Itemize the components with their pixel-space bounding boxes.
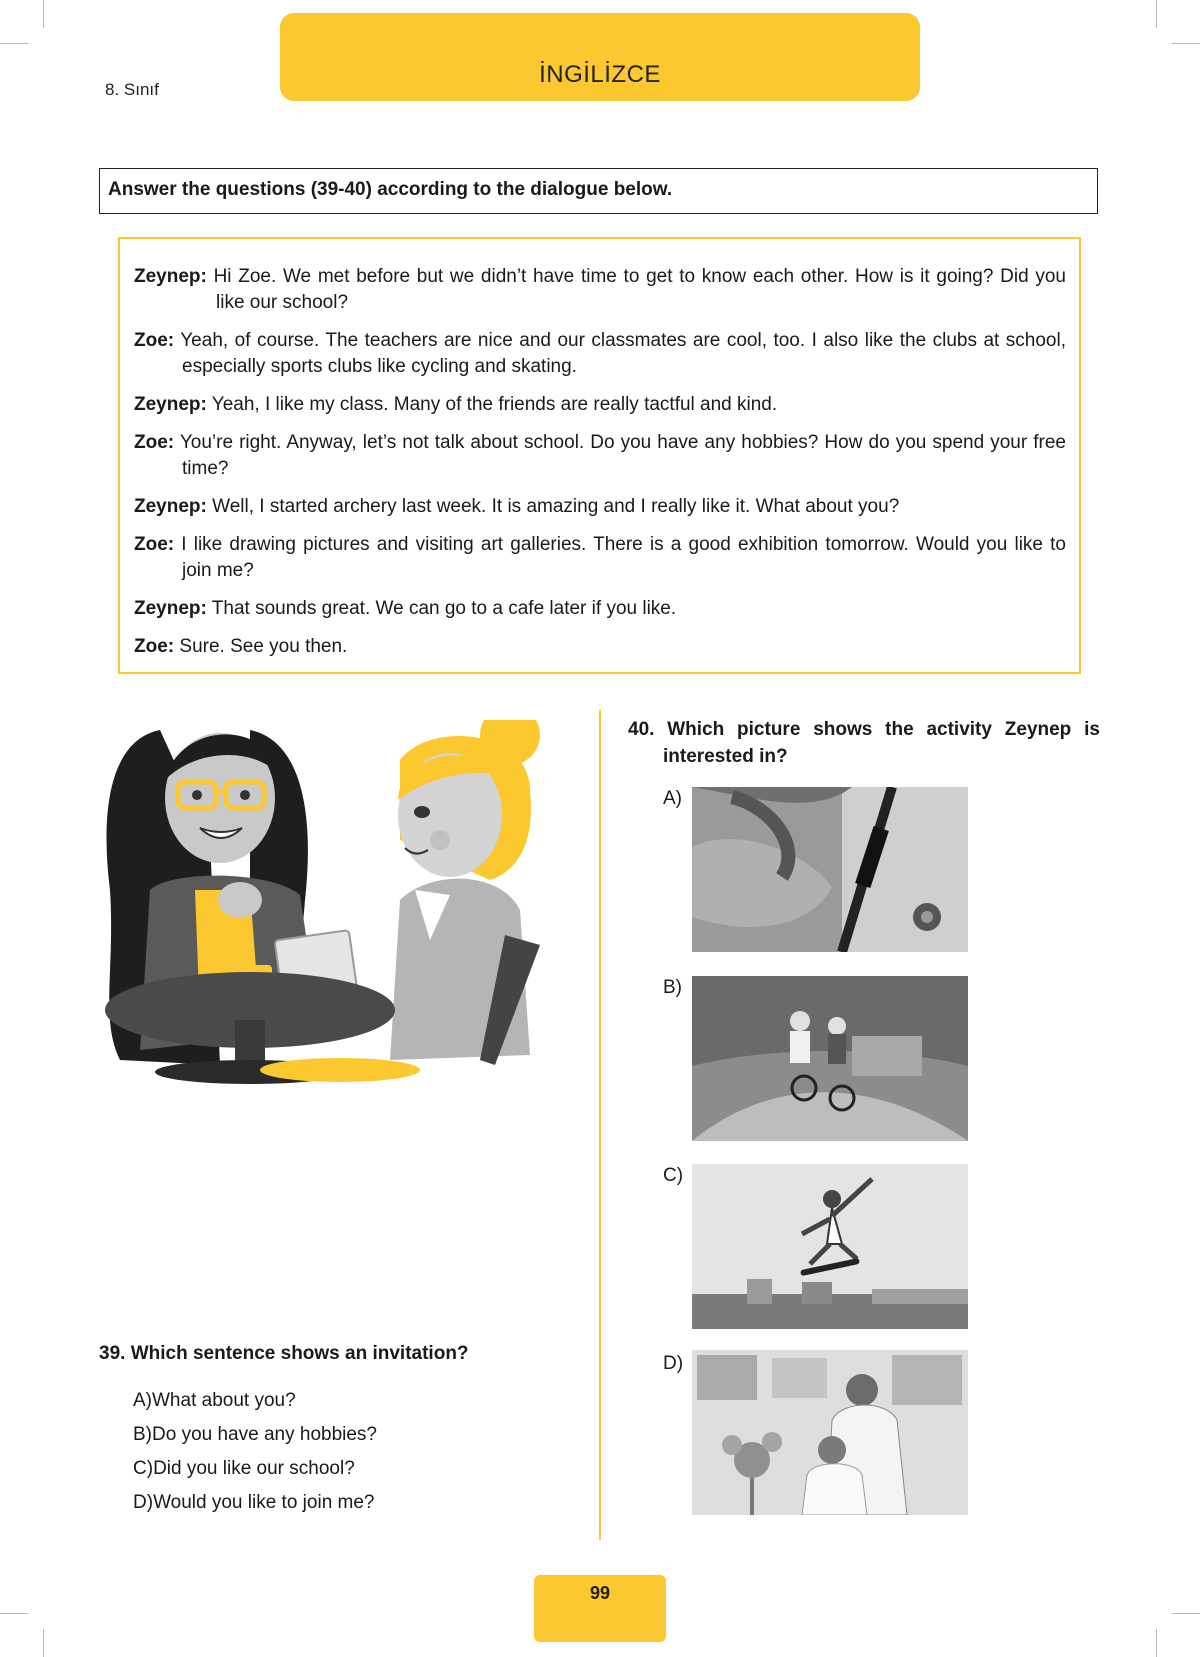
archery-photo[interactable] xyxy=(692,787,968,952)
crop-mark xyxy=(1172,43,1200,44)
dialogue-line xyxy=(133,430,1066,482)
q40-word: the xyxy=(885,719,914,740)
painting-photo[interactable] xyxy=(692,1350,968,1515)
q40-word: Zeynep xyxy=(1004,719,1072,740)
q40-number: 40. xyxy=(628,719,655,740)
q39-option-a[interactable] xyxy=(133,1390,377,1424)
q40-word: activity xyxy=(926,719,992,740)
line-text: Yeah, I like my class. Many of the friends are really tactful and kind. xyxy=(211,394,778,415)
q39-number: 39. xyxy=(99,1343,126,1364)
q40-option-b-label[interactable]: B) xyxy=(663,977,682,998)
option-letter: A) xyxy=(133,1390,152,1411)
dialogue-line xyxy=(133,264,1066,316)
speaker: Zeynep: xyxy=(134,598,207,619)
q40-word: Which xyxy=(667,719,725,740)
q40-word: is xyxy=(1084,719,1100,740)
q39-option-d[interactable] xyxy=(133,1492,377,1526)
line-text: Sure. See you then. xyxy=(179,636,348,657)
dialogue-line xyxy=(133,328,1066,380)
q40-option-c-label[interactable]: C) xyxy=(663,1165,684,1186)
dialogue-line xyxy=(133,596,1066,622)
speaker: Zeynep: xyxy=(134,394,207,415)
q40-option-d-label[interactable]: D) xyxy=(663,1353,684,1374)
skateboarding-photo[interactable] xyxy=(692,1164,968,1329)
cycling-photo[interactable] xyxy=(692,976,968,1141)
option-letter: B) xyxy=(133,1424,152,1445)
dialogue-line xyxy=(133,532,1066,584)
crop-mark xyxy=(1156,0,1157,28)
crop-mark xyxy=(1172,1613,1200,1614)
q40-text-rest: interested in? xyxy=(663,746,788,767)
line-text: That sounds great. We can go to a cafe later if you like. xyxy=(211,598,677,619)
speaker: Zoe: xyxy=(134,330,175,351)
q39-option-c[interactable] xyxy=(133,1458,377,1492)
dialogue-box xyxy=(118,237,1081,674)
crop-mark xyxy=(0,1613,28,1614)
line-text: I like drawing pictures and visiting art galleries. There is a good exhibition tomorrow. Would you like to join me? xyxy=(181,534,1066,581)
option-letter: D) xyxy=(133,1492,154,1513)
option-text: Do you have any hobbies? xyxy=(152,1424,377,1445)
speaker: Zoe: xyxy=(134,636,175,657)
instruction-box: Answer the questions (39-40) according to the dialogue below. xyxy=(99,168,1098,214)
crop-mark xyxy=(43,0,44,28)
question-39 xyxy=(99,1343,469,1365)
crop-mark xyxy=(1156,1629,1157,1657)
q39-text: Which sentence shows an invitation? xyxy=(130,1343,469,1364)
q40-word: picture xyxy=(737,719,801,740)
subject-title: İNGİLİZCE xyxy=(539,61,661,88)
option-letter: C) xyxy=(133,1458,154,1479)
grade-label: 8. Sınıf xyxy=(105,80,159,99)
subject-banner xyxy=(280,13,920,101)
line-text: Yeah, of course. The teachers are nice and our classmates are cool, too. I also like the clubs at school, especially sports clubs like cycling and skating. xyxy=(180,330,1066,377)
q39-option-b[interactable] xyxy=(133,1424,377,1458)
q40-option-a-label[interactable]: A) xyxy=(663,788,682,809)
dialogue-line xyxy=(133,634,1066,660)
page-number: 99 xyxy=(589,1583,611,1603)
page-number-tab xyxy=(534,1575,666,1642)
speaker: Zeynep: xyxy=(134,266,207,287)
option-text: What about you? xyxy=(152,1390,296,1411)
option-text: Would you like to join me? xyxy=(153,1492,375,1513)
dialogue-line xyxy=(133,494,1066,520)
line-text: Hi Zoe. We met before but we didn’t have time to get to know each other. How is it going? Did you like our school? xyxy=(213,266,1066,313)
line-text: You’re right. Anyway, let’s not talk about school. Do you have any hobbies? How do you spend your free time? xyxy=(179,432,1066,479)
column-divider xyxy=(599,710,601,1540)
speaker: Zoe: xyxy=(134,534,175,555)
line-text: Well, I started archery last week. It is amazing and I really like it. What about you? xyxy=(212,496,900,517)
crop-mark xyxy=(0,43,28,44)
dialogue-line xyxy=(133,392,1066,418)
speaker: Zeynep: xyxy=(134,496,207,517)
question-40 xyxy=(628,716,1100,770)
crop-mark xyxy=(43,1629,44,1657)
option-text: Did you like our school? xyxy=(153,1458,355,1479)
two-girls-illustration xyxy=(100,720,580,1140)
q39-options xyxy=(133,1390,377,1526)
speaker: Zoe: xyxy=(134,432,175,453)
q40-word: shows xyxy=(813,719,873,740)
